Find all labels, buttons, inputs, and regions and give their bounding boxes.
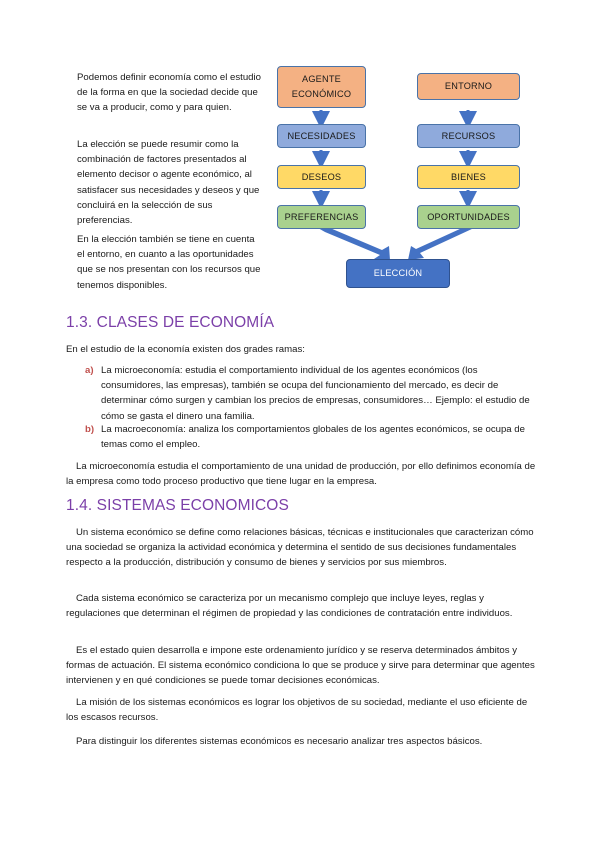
box-needs: NECESIDADES bbox=[277, 124, 366, 148]
section-heading-1-3: 1.3. CLASES DE ECONOMÍA bbox=[66, 314, 275, 331]
box-choice: ELECCIÓN bbox=[346, 259, 450, 288]
list-marker: a) bbox=[85, 365, 94, 376]
arrow-preferences-choice bbox=[318, 228, 390, 260]
section-14-paragraph-3: Es el estado quien desarrolla e impone este ordenamiento jurídico y se reserva determinados ámbitos y formas de actuación. El sistema económico condiciona lo que se produce y sirve para determinar que agentes intervienen y en qué condiciones se puede tomar decisiones económicas. bbox=[66, 645, 535, 687]
box-agent: AGENTE ECONÓMICO bbox=[277, 66, 366, 108]
intro-paragraph-1: Podemos definir economía como el estudio de la forma en que la sociedad decide que se va a producir, como y para quien. bbox=[77, 72, 261, 114]
section-14-paragraph-5: Para distinguir los diferentes sistemas económicos es necesario analizar tres aspectos básicos. bbox=[76, 736, 483, 747]
list-item-text: La macroeconomía: analiza los comportamientos globales de los agentes económicos, se ocupa de temas como el empleo. bbox=[101, 424, 525, 451]
intro-paragraph-2: La elección se puede resumir como la combinación de factores presentados al elemento decisor o agente económico, al satisfacer sus necesidades y deseos y que concluirá en la selección de sus preferencias. bbox=[77, 139, 260, 227]
box-preferences: PREFERENCIAS bbox=[277, 205, 366, 229]
arrow-opportunities-choice bbox=[408, 228, 474, 260]
list-marker: b) bbox=[85, 424, 95, 435]
box-opportunities: OPORTUNIDADES bbox=[417, 205, 520, 229]
box-environment: ENTORNO bbox=[417, 73, 520, 100]
section-14-paragraph-2: Cada sistema económico se caracteriza por un mecanismo complejo que incluye leyes, reglas y regulaciones que determinan el régimen de propiedad y las condiciones de contratación entre individuos. bbox=[66, 593, 513, 620]
section-13-closing: La microeconomía estudia el comportamiento de una unidad de producción, por ello definimos economía de la empresa como todo proceso productivo que tiene lugar en la empresa. bbox=[66, 461, 536, 488]
intro-paragraph-3: En la elección también se tiene en cuenta el entorno, en cuanto a las oportunidades que se nos presentan con los recursos que tenemos disponibles. bbox=[77, 234, 261, 291]
box-desires: DESEOS bbox=[277, 165, 366, 189]
list-item-text: La microeconomía: estudia el comportamiento individual de los agentes económicos (los consumidores, las empresas), también se ocupa del funcionamiento del mercado, es decir de determinar cómo surgen y cambian los precios de empresas, consumidores… Ejemplo: el estudio de cómo se gasta el dinero una familia. bbox=[101, 365, 530, 422]
section-13-intro: En el estudio de la economía existen dos grades ramas: bbox=[66, 344, 305, 355]
section-14-paragraph-1: Un sistema económico se define como relaciones básicas, técnicas e institucionales que caracterizan cómo una sociedad se organiza la actividad económica y determina el sentido de sus decisiones fundamentales respecto a la producción, distribución y consumo de bienes y servicios por sus miembros. bbox=[66, 527, 534, 569]
box-goods: BIENES bbox=[417, 165, 520, 189]
section-14-paragraph-4: La misión de los sistemas económicos es lograr los objetivos de su sociedad, mediante el uso eficiente de los escasos recursos. bbox=[66, 697, 528, 724]
list-item bbox=[85, 363, 535, 423]
list-item bbox=[85, 422, 535, 452]
section-heading-1-4: 1.4. SISTEMAS ECONOMICOS bbox=[66, 497, 289, 514]
box-resources: RECURSOS bbox=[417, 124, 520, 148]
diagram-arrows bbox=[0, 0, 600, 300]
